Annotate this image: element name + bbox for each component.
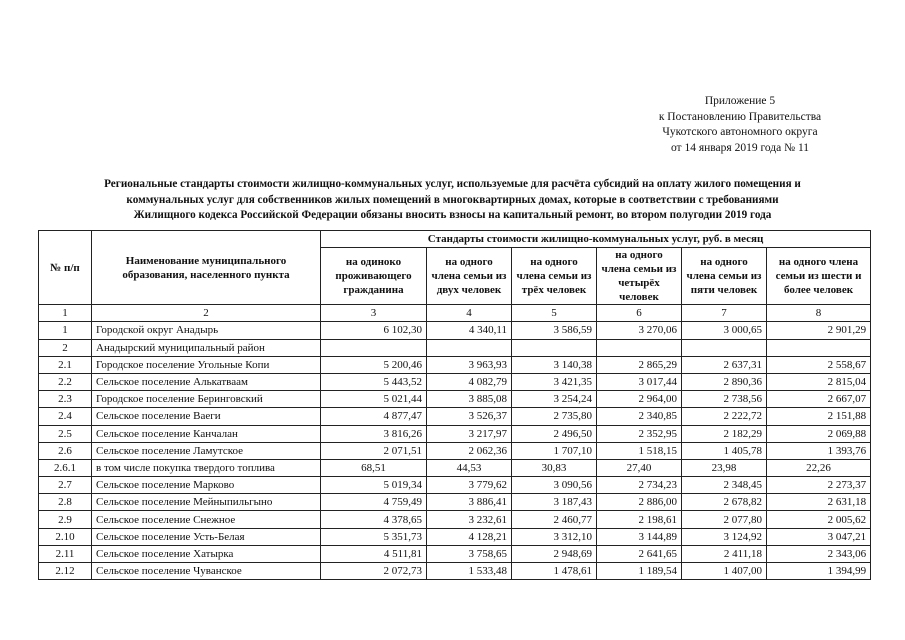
row-value: 2 738,56	[682, 391, 767, 408]
row-value: 4 877,47	[321, 408, 427, 425]
table-row	[39, 442, 871, 459]
row-value	[682, 339, 767, 356]
row-value: 5 351,73	[321, 528, 427, 545]
row-number: 2.3	[39, 391, 92, 408]
row-number: 2.11	[39, 545, 92, 562]
row-value: 2 072,73	[321, 563, 427, 580]
header-sub: на одного члена семьи из двух человек	[427, 248, 512, 305]
row-value: 3 140,38	[512, 356, 597, 373]
row-value	[512, 339, 597, 356]
row-name: Анадырский муниципальный район	[92, 339, 321, 356]
row-name: Сельское поселение Усть-Белая	[92, 528, 321, 545]
header-sub: на одного члена семьи из пяти человек	[682, 248, 767, 305]
row-value: 3 232,61	[427, 511, 512, 528]
row-value: 3 090,56	[512, 477, 597, 494]
table-row	[39, 511, 871, 528]
row-value: 2 273,37	[767, 477, 871, 494]
row-value	[427, 339, 512, 356]
row-number: 2.2	[39, 373, 92, 390]
column-number: 1	[39, 305, 92, 322]
row-name: Сельское поселение Ламутское	[92, 442, 321, 459]
row-value: 30,83	[512, 459, 597, 476]
row-value: 2 222,72	[682, 408, 767, 425]
row-value: 68,51	[321, 459, 427, 476]
table-row	[39, 545, 871, 562]
row-value: 3 000,65	[682, 322, 767, 339]
row-number: 2.7	[39, 477, 92, 494]
header-sub: на одного члена семьи из трёх человек	[512, 248, 597, 305]
row-value: 2 005,62	[767, 511, 871, 528]
appendix-line: Чукотского автономного округа	[662, 126, 818, 138]
row-value: 3 586,59	[512, 322, 597, 339]
table-row	[39, 322, 871, 339]
column-number: 7	[682, 305, 767, 322]
row-value: 2 352,95	[597, 425, 682, 442]
appendix-line: Приложение 5	[704, 95, 776, 107]
row-name: Сельское поселение Алькатваам	[92, 373, 321, 390]
header-sub: на одного члена семьи из шести и более человек	[767, 248, 871, 305]
row-number: 2.4	[39, 408, 92, 425]
row-name: Сельское поселение Ваеги	[92, 408, 321, 425]
row-value: 2 411,18	[682, 545, 767, 562]
row-name: Городской округ Анадырь	[92, 322, 321, 339]
header-sub: на одного члена семьи из четырёх человек	[597, 248, 682, 305]
row-value: 2 886,00	[597, 494, 682, 511]
row-value: 27,40	[597, 459, 682, 476]
row-value: 2 182,29	[682, 425, 767, 442]
row-value	[597, 339, 682, 356]
row-value: 3 816,26	[321, 425, 427, 442]
row-number: 2.9	[39, 511, 92, 528]
row-number: 2.10	[39, 528, 92, 545]
row-value: 3 270,06	[597, 322, 682, 339]
row-value: 2 865,29	[597, 356, 682, 373]
row-value: 2 558,67	[767, 356, 871, 373]
title-line: Жилищного кодекса Российской Федерации обязаны вносить взносы на капитальный ремонт, во втором полугодии 2019 года	[133, 209, 772, 221]
row-value: 4 128,21	[427, 528, 512, 545]
row-name: Городское поселение Беринговский	[92, 391, 321, 408]
row-number: 2.12	[39, 563, 92, 580]
row-value: 3 187,43	[512, 494, 597, 511]
row-number: 2.6.1	[39, 459, 92, 476]
table-row	[39, 494, 871, 511]
header-sub: на одиноко проживающего гражданина	[321, 248, 427, 305]
row-value: 3 217,97	[427, 425, 512, 442]
row-value: 2 678,82	[682, 494, 767, 511]
row-value: 3 779,62	[427, 477, 512, 494]
row-value: 4 759,49	[321, 494, 427, 511]
row-value: 5 021,44	[321, 391, 427, 408]
row-value: 2 890,36	[682, 373, 767, 390]
row-name: Сельское поселение Марково	[92, 477, 321, 494]
row-value: 5 019,34	[321, 477, 427, 494]
row-value: 3 124,92	[682, 528, 767, 545]
row-value: 4 340,11	[427, 322, 512, 339]
row-number: 2.5	[39, 425, 92, 442]
row-number: 2.8	[39, 494, 92, 511]
row-value: 4 082,79	[427, 373, 512, 390]
title-line: коммунальных услуг для собственников жилых помещений в многоквартирных домах, которые в соответствии с требованиями	[126, 193, 779, 206]
row-value: 3 758,65	[427, 545, 512, 562]
appendix-line: от 14 января 2019 года № 11	[670, 141, 810, 154]
table-body	[39, 322, 871, 580]
row-value: 2 343,06	[767, 545, 871, 562]
row-name: Сельское поселение Чуванское	[92, 563, 321, 580]
row-value: 2 667,07	[767, 391, 871, 408]
row-value: 3 526,37	[427, 408, 512, 425]
row-value: 2 460,77	[512, 511, 597, 528]
row-value: 22,26	[767, 459, 871, 476]
table-row	[39, 373, 871, 390]
row-value: 3 885,08	[427, 391, 512, 408]
table-row	[39, 339, 871, 356]
column-number: 2	[92, 305, 321, 322]
row-value: 2 964,00	[597, 391, 682, 408]
table-row	[39, 563, 871, 580]
row-name: Сельское поселение Хатырка	[92, 545, 321, 562]
row-value: 2 071,51	[321, 442, 427, 459]
header-group: Стандарты стоимости жилищно-коммунальных услуг, руб. в месяц	[321, 231, 871, 248]
column-number: 5	[512, 305, 597, 322]
header-name: Наименование муниципального образования, населенного пункта	[92, 231, 321, 305]
row-value: 1 393,76	[767, 442, 871, 459]
row-value: 2 734,23	[597, 477, 682, 494]
document-title	[40, 177, 865, 224]
row-value: 2 348,45	[682, 477, 767, 494]
row-number: 2.1	[39, 356, 92, 373]
table-row	[39, 528, 871, 545]
table-row	[39, 459, 871, 476]
row-value: 2 151,88	[767, 408, 871, 425]
row-value: 3 017,44	[597, 373, 682, 390]
column-number: 3	[321, 305, 427, 322]
column-number: 6	[597, 305, 682, 322]
row-value: 3 312,10	[512, 528, 597, 545]
column-numbers-row	[39, 305, 871, 322]
appendix-header	[600, 94, 880, 156]
row-value: 1 518,15	[597, 442, 682, 459]
row-number: 2.6	[39, 442, 92, 459]
table-row	[39, 425, 871, 442]
row-value: 3 421,35	[512, 373, 597, 390]
column-number: 4	[427, 305, 512, 322]
row-name: в том числе покупка твердого топлива	[92, 459, 321, 476]
title-line: Региональные стандарты стоимости жилищно-коммунальных услуг, используемые для расчёта субсидий на оплату жилого помещения и	[104, 178, 801, 190]
row-name: Городское поселение Угольные Копи	[92, 356, 321, 373]
row-value: 23,98	[682, 459, 767, 476]
table-row	[39, 408, 871, 425]
row-number: 1	[39, 322, 92, 339]
row-value: 44,53	[427, 459, 512, 476]
row-value: 2 496,50	[512, 425, 597, 442]
row-name: Сельское поселение Снежное	[92, 511, 321, 528]
row-value: 2 641,65	[597, 545, 682, 562]
row-value: 3 144,89	[597, 528, 682, 545]
row-value: 2 948,69	[512, 545, 597, 562]
row-value: 2 198,61	[597, 511, 682, 528]
row-value: 2 637,31	[682, 356, 767, 373]
row-value: 4 378,65	[321, 511, 427, 528]
row-value: 2 735,80	[512, 408, 597, 425]
row-value: 3 963,93	[427, 356, 512, 373]
row-value: 2 340,85	[597, 408, 682, 425]
row-value: 3 254,24	[512, 391, 597, 408]
row-value: 5 443,52	[321, 373, 427, 390]
row-name: Сельское поселение Канчалан	[92, 425, 321, 442]
row-value: 3 886,41	[427, 494, 512, 511]
row-value: 2 901,29	[767, 322, 871, 339]
row-value: 5 200,46	[321, 356, 427, 373]
appendix-line: к Постановлению Правительства	[658, 110, 822, 123]
row-value: 6 102,30	[321, 322, 427, 339]
row-value: 1 394,99	[767, 563, 871, 580]
row-value: 1 533,48	[427, 563, 512, 580]
standards-table	[38, 230, 871, 580]
header-num: № п/п	[39, 231, 92, 305]
row-value	[321, 339, 427, 356]
row-value: 4 511,81	[321, 545, 427, 562]
table-row	[39, 477, 871, 494]
row-value: 1 707,10	[512, 442, 597, 459]
row-value: 2 069,88	[767, 425, 871, 442]
row-value: 2 631,18	[767, 494, 871, 511]
row-value: 1 405,78	[682, 442, 767, 459]
row-value: 2 077,80	[682, 511, 767, 528]
table-row	[39, 356, 871, 373]
row-name: Сельское поселение Мейныпильгыно	[92, 494, 321, 511]
row-value: 1 407,00	[682, 563, 767, 580]
row-value: 2 062,36	[427, 442, 512, 459]
row-value: 1 478,61	[512, 563, 597, 580]
column-number: 8	[767, 305, 871, 322]
row-value	[767, 339, 871, 356]
row-value: 2 815,04	[767, 373, 871, 390]
row-value: 3 047,21	[767, 528, 871, 545]
table-row	[39, 391, 871, 408]
row-value: 1 189,54	[597, 563, 682, 580]
row-number: 2	[39, 339, 92, 356]
